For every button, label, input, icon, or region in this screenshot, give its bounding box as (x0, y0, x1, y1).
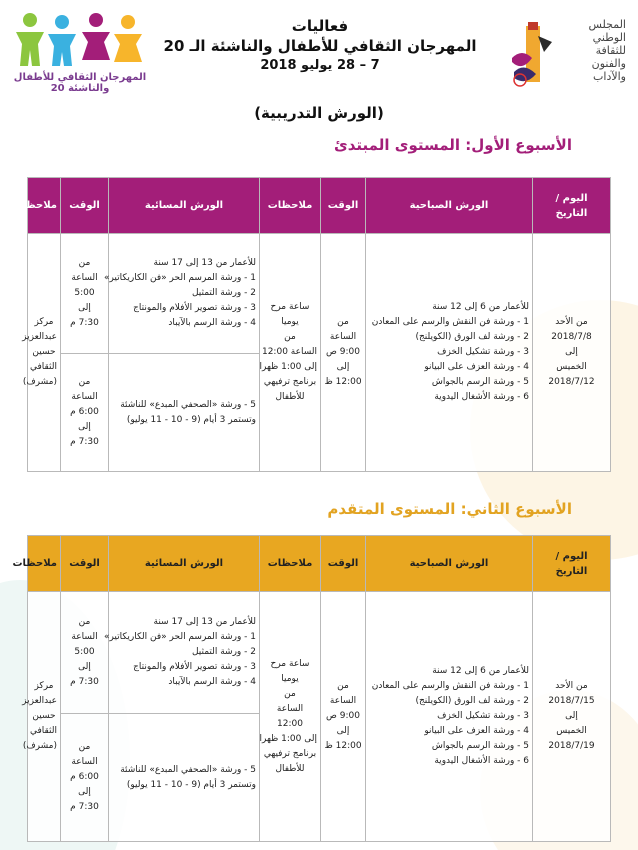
page-title (160, 16, 480, 76)
evening-notes-cell: مركز عبدالعزيز حسين الثقافي (مشرف) (28, 234, 61, 472)
table-row (28, 234, 611, 354)
header-day: اليوم / التاريخ (533, 536, 611, 592)
header-notes: ملاحظات (260, 178, 321, 234)
evening-time-cell: من الساعة 6:00 م إلى 7:30 م (61, 354, 109, 472)
header-time: الوقت (61, 536, 109, 592)
table-header-row (28, 536, 611, 592)
evening-workshops-cell: للأعمار من 13 إلى 17 سنة 1 - ورشة المرسم الحر «فن الكاريكاتير» 2 - ورشة التمثيل 3 - ورشة تصوير الأفلام والمونتاج 4 - ورشة الرسم بالآيباد (109, 592, 260, 714)
table-header-row (28, 178, 611, 234)
evening-time-cell: من الساعة 5:00 إلى 7:30 م (61, 234, 109, 354)
week2-title: الأسبوع الثاني: المستوى المتقدم (327, 500, 572, 518)
council-logo (508, 14, 626, 94)
title-line-2: المهرجان الثقافي للأطفال والناشئة الـ 20 (163, 37, 477, 55)
header-notes: ملاحظات (260, 536, 321, 592)
header-notes: ملاحظات (28, 536, 61, 592)
morning-time-cell: من الساعة 9:00 ص إلى 12:00 ظ (321, 592, 366, 842)
header-time: الوقت (61, 178, 109, 234)
date-cell: من الأحد 2018/7/8 إلى الخميس 2018/7/12 (533, 234, 611, 472)
children-figures-icon (14, 10, 144, 68)
evening-time-cell: من الساعة 6:00 م إلى 7:30 م (61, 714, 109, 842)
header-time: الوقت (321, 178, 366, 234)
header-day: اليوم / التاريخ (533, 178, 611, 234)
morning-time-cell: من الساعة 9:00 ص إلى 12:00 ظ (321, 234, 366, 472)
title-line-1: فعاليات (291, 17, 349, 35)
week2-schedule-table (12, 535, 611, 842)
week1-title: الأسبوع الأول: المستوى المبتدئ (333, 136, 572, 154)
week1-schedule-table (12, 177, 611, 472)
festival-dates: 7 – 28 يوليو 2018 (260, 58, 380, 73)
evening-time-cell: من الساعة 5:00 إلى 7:30 م (61, 592, 109, 714)
workshops-subtitle: (الورش التدريبية) (254, 104, 384, 122)
table-row (28, 592, 611, 714)
evening-workshops-cell: 5 - ورشة «الصحفي المبدع» للناشئة وتستمر 3 أيام (9 - 10 - 11 يوليو) (109, 714, 260, 842)
header-notes: ملاحظات (28, 178, 61, 234)
council-name: المجلس الوطني للثقافة والفنون والآداب (588, 18, 626, 83)
date-cell: من الأحد 2018/7/15 إلى الخميس 2018/7/19 (533, 592, 611, 842)
header-evening-workshops: الورش المسائية (109, 536, 260, 592)
header-morning-workshops: الورش الصباحية (366, 536, 533, 592)
header-time: الوقت (321, 536, 366, 592)
evening-workshops-cell: 5 - ورشة «الصحفي المبدع» للناشئة وتستمر 3 أيام (9 - 10 - 11 يوليو) (109, 354, 260, 472)
morning-workshops-cell: للأعمار من 6 إلى 12 سنة 1 - ورشة فن النقش والرسم على المعادن 2 - ورشة لف الورق (الكويلنج) 3 - ورشة تشكيل الخزف 4 - ورشة العزف على البيانو 5 - ورشة الرسم بالجواش 6 - ورشة الأشغال اليدوية (366, 592, 533, 842)
council-emblem-icon (508, 22, 556, 90)
evening-workshops-cell: للأعمار من 13 إلى 17 سنة 1 - ورشة المرسم الحر «فن الكاريكاتير» 2 - ورشة التمثيل 3 - ورشة تصوير الأفلام والمونتاج 4 - ورشة الرسم بالآيباد (109, 234, 260, 354)
festival-logo-caption: المهرجان الثقافي للأطفال والناشئة 20 (13, 72, 147, 94)
header-evening-workshops: الورش المسائية (109, 178, 260, 234)
page-header (0, 0, 638, 135)
festival-logo (10, 10, 150, 92)
morning-notes-cell: ساعة مرح يوميا من الساعة 12:00 إلى 1:00 ظهرا برنامج ترفيهي للأطفال (260, 234, 321, 472)
evening-notes-cell: مركز عبدالعزيز حسين الثقافي (مشرف) (28, 592, 61, 842)
header-morning-workshops: الورش الصباحية (366, 178, 533, 234)
morning-workshops-cell: للأعمار من 6 إلى 12 سنة 1 - ورشة فن النقش والرسم على المعادن 2 - ورشة لف الورق (الكويلنج) 3 - ورشة تشكيل الخزف 4 - ورشة العزف على البيانو 5 - ورشة الرسم بالجواش 6 - ورشة الأشغال اليدوية (366, 234, 533, 472)
morning-notes-cell: ساعة مرح يوميا من الساعة 12:00 إلى 1:00 ظهرا برنامج ترفيهي للأطفال (260, 592, 321, 842)
